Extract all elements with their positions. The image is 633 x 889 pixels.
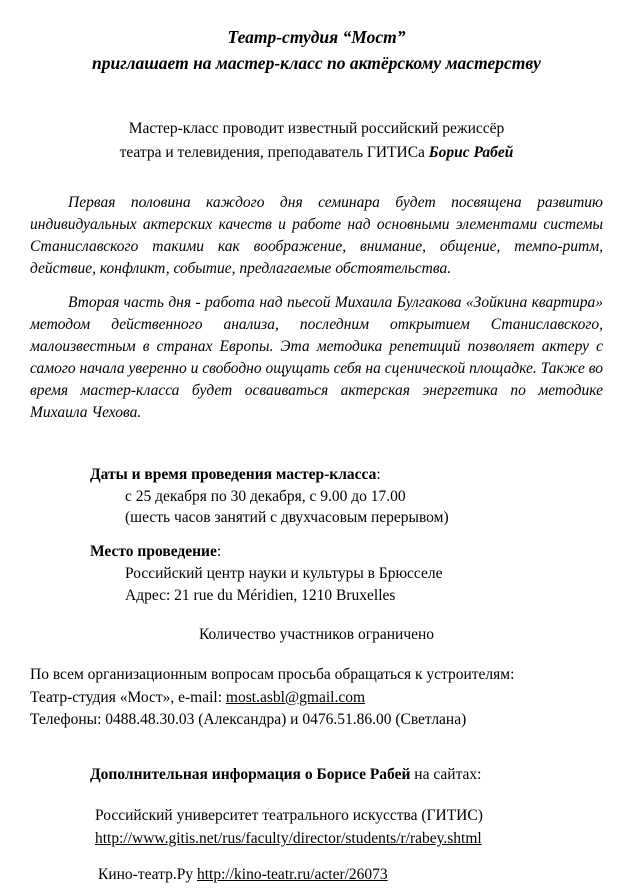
paragraph-1: Первая половина каждого дня семинара будет посвящена развитию индивидуальных актерских качеств и работе над основными элементами системы Станиславского такими как воображение, внимание, общение, темпо-ритм, действие, конфликт, событие, предлагаемые обстоятельства. <box>30 194 603 278</box>
kino-block <box>98 866 603 884</box>
venue-line-1: Российский центр науки и культуры в Брюсселе <box>125 564 443 582</box>
contacts-line-2-text: Театр-студия «Мост», e-mail: <box>30 688 226 706</box>
title-line-1: Театр-студия “Мост” <box>227 27 406 47</box>
contacts-line-1: По всем организационным вопросам просьба обращаться к устроителям: <box>30 666 515 684</box>
dates-heading-line <box>90 464 603 486</box>
intro-block <box>30 117 603 167</box>
gitis-block <box>95 804 603 851</box>
kino-link[interactable]: http://kino-teatr.ru/acter/26073 <box>197 866 388 884</box>
dates-line-2: (шесть часов занятий с двухчасовым перерывом) <box>125 509 449 527</box>
dates-section <box>90 464 603 529</box>
intro-line-2-text: театра и телевидения, преподаватель ГИТИСа <box>119 144 429 162</box>
venue-heading-line <box>90 541 603 563</box>
venue-heading-colon: : <box>216 543 222 561</box>
contacts-line-3: Телефоны: 0488.48.30.03 (Александра) и 0476.51.86.00 (Светлана) <box>30 711 467 729</box>
dates-heading: Даты и время проведения мастер-класса <box>90 466 377 484</box>
participants-note: Количество участников ограничено <box>198 626 435 644</box>
venue-heading: Место проведение <box>90 543 217 561</box>
dates-heading-colon: : <box>376 466 381 484</box>
more-info-heading-rest: на сайтах: <box>410 765 482 783</box>
venue-line-2: Адрес: 21 rue du Méridien, 1210 Bruxelles <box>125 586 396 604</box>
intro-line-1: Мастер-класс проводит известный российский режиссёр <box>128 119 505 137</box>
teacher-name: Борис Рабей <box>428 144 514 162</box>
contacts-line-2 <box>30 687 603 709</box>
email-link[interactable]: most.asbl@gmail.com <box>225 688 366 706</box>
title-line-2: приглашает на мастер-класс по актёрскому мастерству <box>92 53 541 74</box>
gitis-link[interactable]: http://www.gitis.net/rus/faculty/director/students/r/rabey.shtml <box>95 829 482 847</box>
dates-line-1: с 25 декабря по 30 декабря, с 9.00 до 17.00 <box>125 487 406 505</box>
page-title <box>30 24 603 77</box>
more-info-heading <box>90 766 603 784</box>
more-info-heading-bold: Дополнительная информация о Борисе Рабей <box>90 765 411 783</box>
gitis-label: Российский университет театрального искусства (ГИТИС) <box>95 806 483 824</box>
venue-section <box>90 541 603 606</box>
kino-label: Кино-театр.Ру <box>98 866 197 884</box>
intro-line-2 <box>30 141 603 166</box>
contacts-block <box>30 664 603 731</box>
paragraph-2: Вторая часть дня - работа над пьесой Михаила Булгакова «Зойкина квартира» методом действенного анализа, последним открытием Станиславского, малоизвестным в странах Европы. Эта методика репетиций позволяет актеру с самого начала уверенно и свободно ощущать себя на сценической площадке. Также во время мастер-класса будет осваиваться актерская энергетика по методике Михаила Чехова. <box>30 294 603 422</box>
